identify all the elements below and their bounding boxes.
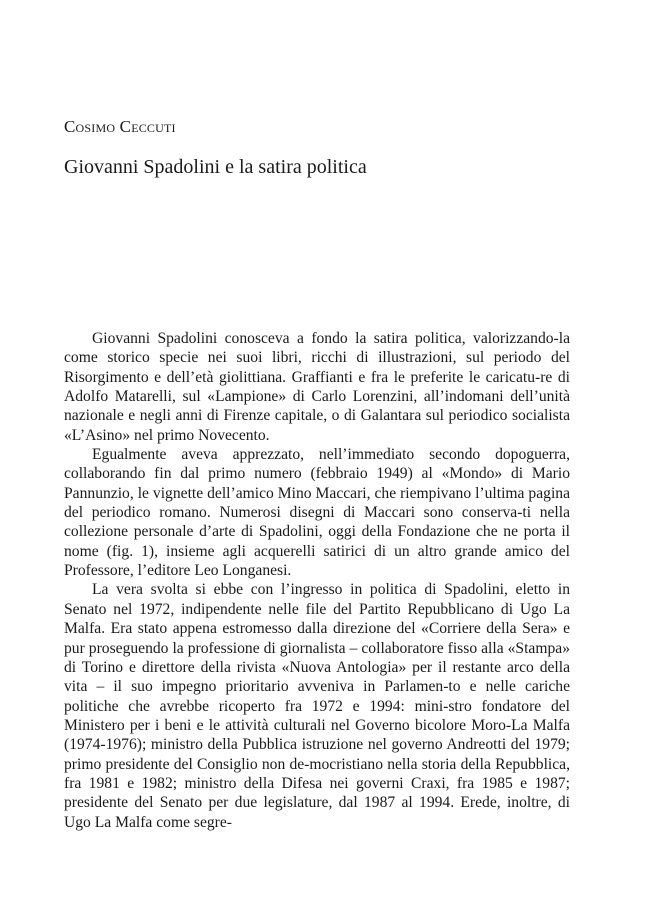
paragraph: Giovanni Spadolini conosceva a fondo la satira politica, valorizzando-la come storico specie nei suoi libri, ricchi di illustrazioni, sul periodo del Risorgimento e dell’età giolittiana. Graffianti e fra le preferite le caricatu-re di Adolfo Matarelli, sul «Lampione» di Carlo Lorenzini, all’indomani dell’unità nazionale e negli anni di Firenze capitale, o di Galantara sul periodico socialista «L’Asino» nel primo Novecento. [64,330,570,444]
article-title: Giovanni Spadolini e la satira politica [64,156,367,178]
paragraph: Egualmente aveva apprezzato, nell’immediato secondo dopoguerra, collaborando fin dal primo numero (febbraio 1949) al «Mondo» di Mario Pannunzio, le vignette dell’amico Mino Maccari, che riempivano l’ultima pagina del periodico romano. Numerosi disegni di Maccari sono conserva-ti nella collezione personale d’arte di Spadolini, oggi della Fondazione che ne porta il nome (fig. 1), insieme agli acquerelli satirici di un altro grande amico del Professore, l’editore Leo Longanesi. [64,446,570,580]
author-name: Cosimo Ceccuti [64,117,176,136]
paragraph: La vera svolta si ebbe con l’ingresso in politica di Spadolini, eletto in Senato nel 1972, indipendente nelle file del Partito Repubblicano di Ugo La Malfa. Era stato appena estromesso dalla direzione del «Corriere della Sera» e pur proseguendo la professione di giornalista – collaboratore fisso alla «Stampa» di Torino e direttore della rivista «Nuova Antologia» per il restante arco della vita – il suo impegno prioritario avveniva in Parlamen-to e nelle cariche politiche che avrebbe ricoperto fra 1972 e 1994: mini-stro fondatore del Ministero per i beni e le attività culturali nel Governo bicolore Moro-La Malfa (1974-1976); ministro della Pubblica istruzione nel governo Andreotti del 1979; primo presidente del Consiglio non de-mocristiano nella storia della Repubblica, fra 1981 e 1982; ministro della Difesa nei governi Craxi, fra 1985 e 1987; presidente del Senato per due legislature, dal 1987 al 1994. Erede, inoltre, di Ugo La Malfa come segre- [64,581,570,831]
article-body [64,329,570,832]
